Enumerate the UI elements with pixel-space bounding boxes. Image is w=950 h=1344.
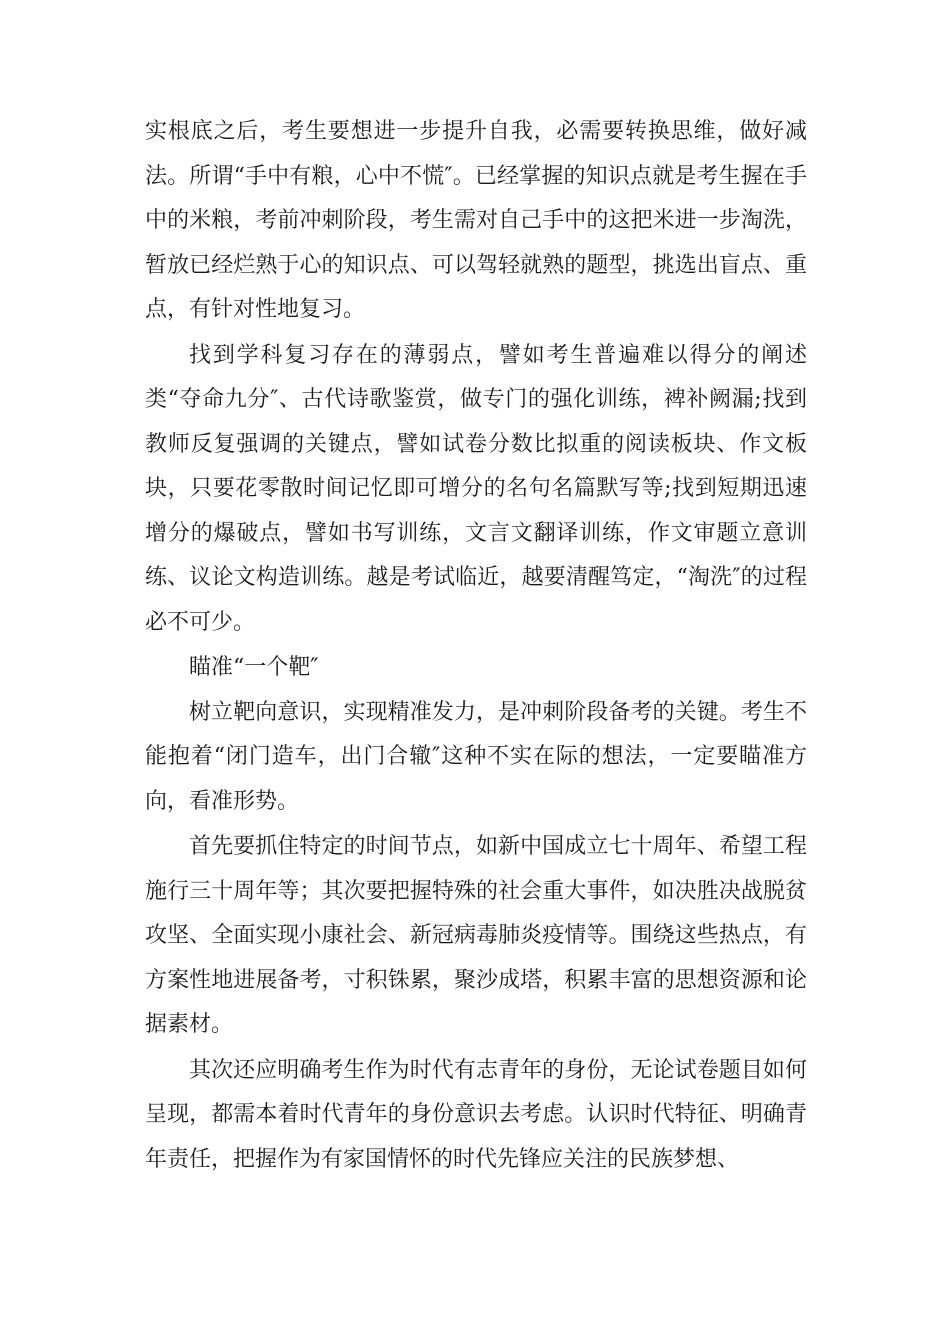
section-heading: 瞄准“一个靶″: [189, 655, 319, 680]
paragraph-weak-points: 找到学科复习存在的薄弱点，譬如考生普遍难以得分的阐述类“夺命九分″、古代诗歌鉴赏，做专门的强化训练，裨补阙漏;找到教师反复强调的关键点，譬如试卷分数比拟重的阅读板块、作文板块，只要花零散时间记忆即可增分的名句名篇默写等;找到短期迅速增分的爆破点，譬如书写训练，文言文翻译训练，作文审题立意训练、议论文构造训练。越是考试临近，越要清醒笃定，“淘洗″的过程必不可少。: [145, 342, 807, 635]
document-body: [145, 110, 807, 1183]
paragraph-time-nodes: 首先要抓住特定的时间节点，如新中国成立七十周年、希望工程施行三十周年等；其次要把握特殊的社会重大事件，如决胜决战脱贫攻坚、全面实现小康社会、新冠病毒肺炎疫情等。围绕这些热点，有方案性地进展备考，寸积铢累，聚沙成塔，积累丰富的思想资源和论据素材。: [145, 834, 807, 1037]
paragraph-target-awareness: 树立靶向意识，实现精准发力，是冲刺阶段备考的关键。考生不能抱着“闭门造车，出门合辙″这种不实在际的想法，一定要瞄准方向，看准形势。: [145, 699, 807, 814]
paragraph-youth-identity: 其次还应明确考生作为时代有志青年的身份，无论试卷题目如何呈现，都需本着时代青年的身份意识去考虑。认识时代特征、明确青年责任，把握作为有家国情怀的时代先锋应关注的民族梦想、: [145, 1057, 807, 1172]
paragraph-continuation: 实根底之后，考生要想进一步提升自我，必需要转换思维，做好减法。所谓“手中有粮，心中不慌″。已经掌握的知识点就是考生握在手中的米粮，考前冲刺阶段，考生需对自己手中的这把米进一步淘洗，暂放已经烂熟于心的知识点、可以驾轻就熟的题型，挑选出盲点、重点，有针对性地复习。: [145, 119, 807, 322]
